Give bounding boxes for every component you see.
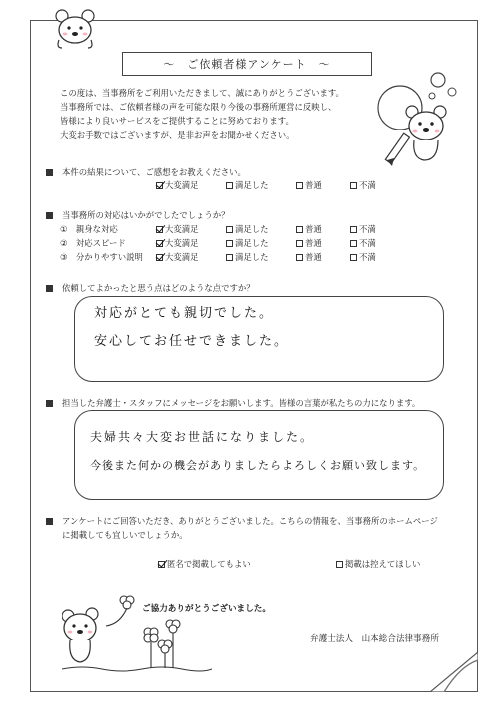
option-label: 満足した xyxy=(235,252,269,262)
question-4 xyxy=(46,397,420,409)
checkbox-icon[interactable] xyxy=(156,240,163,247)
checkbox-icon[interactable] xyxy=(296,226,303,233)
option-label: 大変満足 xyxy=(165,238,199,248)
question-5-text: に掲載しても宜しいでしょうか。 xyxy=(62,530,188,540)
option-label: 満足した xyxy=(235,180,269,190)
option-label: 満足した xyxy=(235,224,269,234)
intro-text xyxy=(60,86,410,142)
question-5-text: アンケートにご回答いただき、ありがとうございました。こちらの情報を、当事務所のホームページ xyxy=(62,516,438,526)
question-1 xyxy=(46,166,246,178)
bullet-icon xyxy=(46,212,53,219)
bullet-icon xyxy=(46,518,53,525)
checkbox-icon[interactable] xyxy=(226,240,233,247)
bullet-icon xyxy=(46,169,53,176)
option-label: 大変満足 xyxy=(165,224,199,234)
question-4-text: 担当した弁護士・スタッフにメッセージをお願いします。皆様の言葉が私たちの力になります。 xyxy=(62,398,421,408)
q1-option-satisfied[interactable] xyxy=(226,179,269,191)
consent-option-decline[interactable] xyxy=(336,558,420,570)
q1-option-normal[interactable] xyxy=(296,179,322,191)
bullet-icon xyxy=(46,400,53,407)
question-3-text: 依頼してよかったと思う点はどのような点ですか？ xyxy=(62,283,255,293)
option-label: 普通 xyxy=(305,238,322,248)
handwritten-answer: 安心してお任せできました。 xyxy=(94,334,290,349)
checkbox-icon[interactable] xyxy=(226,226,233,233)
q1-option-dissatisfied[interactable] xyxy=(350,179,376,191)
option-label: 匿名で掲載してもよい xyxy=(167,559,251,569)
q2-row-1-option[interactable] xyxy=(226,223,269,235)
q2-row-3-option[interactable] xyxy=(350,251,376,263)
checkbox-icon[interactable] xyxy=(156,226,163,233)
checkbox-icon[interactable] xyxy=(296,240,303,247)
option-label: 普通 xyxy=(305,252,322,262)
option-label: 不満 xyxy=(359,224,376,234)
checkbox-icon[interactable] xyxy=(158,561,165,568)
checkbox-icon[interactable] xyxy=(336,561,343,568)
thanks-message: ご協力ありがとうございました。 xyxy=(142,604,271,614)
question-5 xyxy=(46,514,438,542)
intro-line: 皆様により良いサービスをご提供することに努めております。 xyxy=(60,116,294,126)
question-3 xyxy=(46,282,255,294)
checkbox-icon[interactable] xyxy=(350,182,357,189)
option-label: 掲載は控えてほしい xyxy=(345,559,421,569)
option-label: 大変満足 xyxy=(165,252,199,262)
q2-row-2-option[interactable] xyxy=(226,237,269,249)
option-label: 満足した xyxy=(235,238,269,248)
option-label: 普通 xyxy=(305,224,322,234)
page-title: ～ ご依頼者様アンケート ～ xyxy=(122,52,372,76)
handwritten-answer: 対応がとても親切でした。 xyxy=(94,306,275,321)
q2-row-2-option[interactable] xyxy=(296,237,322,249)
checkbox-icon[interactable] xyxy=(296,182,303,189)
checkbox-icon[interactable] xyxy=(156,254,163,261)
bear-mascot-top xyxy=(48,6,102,50)
bullet-icon xyxy=(46,285,53,292)
checkbox-icon[interactable] xyxy=(226,254,233,261)
checkbox-icon[interactable] xyxy=(350,254,357,261)
checkbox-icon[interactable] xyxy=(350,240,357,247)
q2-row-3-option[interactable] xyxy=(296,251,322,263)
q2-row-1-option[interactable] xyxy=(156,223,199,235)
handwritten-answer: 夫婦共々大変お世話になりました。 xyxy=(90,430,315,444)
intro-line: 大変お手数ではございますが、是非お声をお聞かせください。 xyxy=(60,130,295,140)
intro-line: この度は、当事務所をご利用いただきまして、誠にありがとうございます。 xyxy=(60,88,344,98)
checkbox-icon[interactable] xyxy=(226,182,233,189)
q2-row-2-option[interactable] xyxy=(350,237,376,249)
page-curl xyxy=(430,652,478,692)
q2-row-1-label: ① 親身な対応 xyxy=(60,224,118,234)
handwritten-answer: 今後また何かの機会がありましたらよろしくお願い致します。 xyxy=(90,459,426,472)
question-1-text: 本件の結果について、ご感想をお教えください。 xyxy=(62,167,246,177)
q2-row-3-option[interactable] xyxy=(156,251,199,263)
q2-row-3-option[interactable] xyxy=(226,251,269,263)
q2-row-1-option[interactable] xyxy=(296,223,322,235)
checkbox-icon[interactable] xyxy=(156,182,163,189)
option-label: 不満 xyxy=(359,238,376,248)
checkbox-icon[interactable] xyxy=(296,254,303,261)
answer-box-q4[interactable] xyxy=(74,410,444,500)
option-label: 不満 xyxy=(359,252,376,262)
bear-with-clover-illustration xyxy=(62,594,212,674)
option-label: 大変満足 xyxy=(165,180,199,190)
checkbox-icon[interactable] xyxy=(350,226,357,233)
intro-line: 当事務所では、ご依頼者様の声を可能な限り今後の事務所運営に反映し、 xyxy=(60,102,337,112)
law-firm-signature: 弁護士法人 山本総合法律事務所 xyxy=(310,634,439,644)
q1-option-very-satisfied[interactable] xyxy=(156,179,199,191)
question-2-text: 当事務所の対応はいかがでしたでしょうか？ xyxy=(62,210,230,220)
option-label: 不満 xyxy=(359,180,376,190)
q2-row-1-option[interactable] xyxy=(350,223,376,235)
q2-row-2-label: ② 対応スピード xyxy=(60,238,126,248)
q2-row-3-label: ③ 分かりやすい説明 xyxy=(60,252,143,262)
q2-row-2-option[interactable] xyxy=(156,237,199,249)
option-label: 普通 xyxy=(305,180,322,190)
consent-option-anonymous[interactable] xyxy=(158,558,251,570)
question-2 xyxy=(46,209,230,221)
